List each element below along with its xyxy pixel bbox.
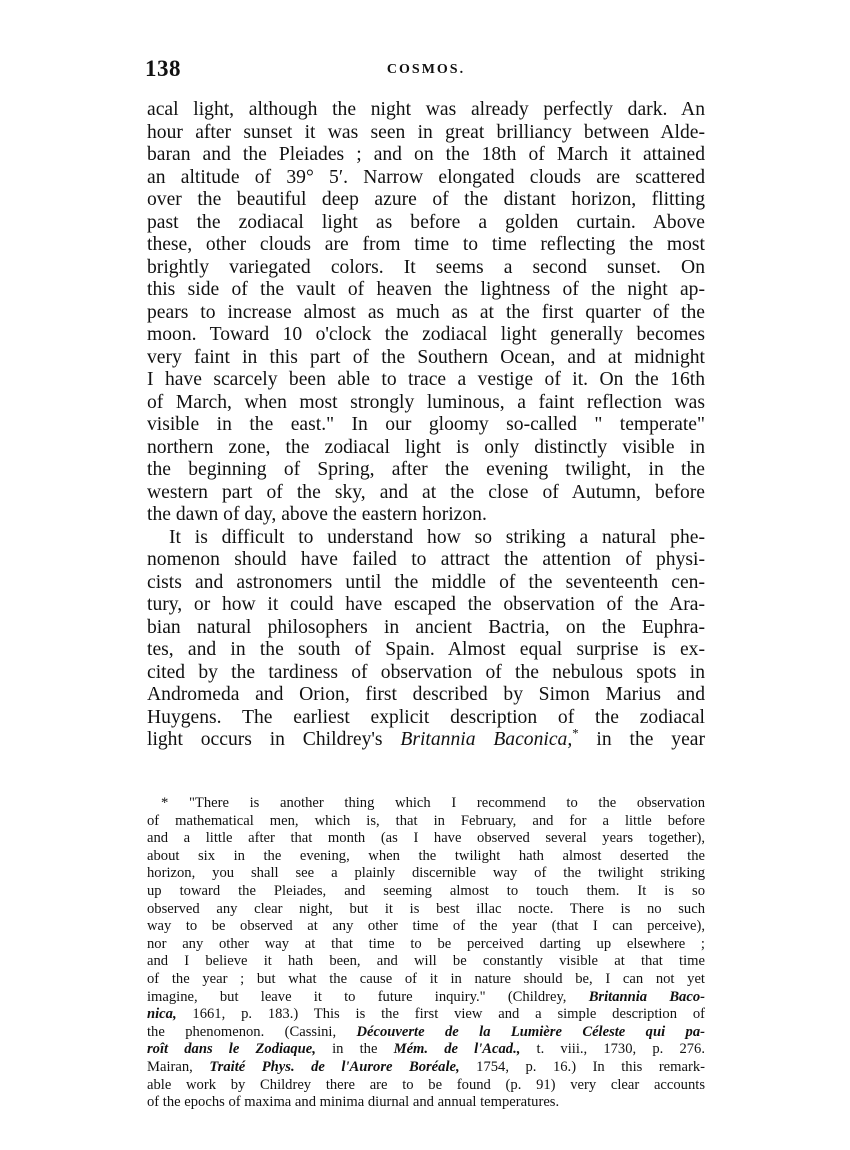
body-line: western part of the sky, and at the close of Autumn, before [147,481,705,503]
footnote-line: and a little after that month (as I have observed several years together), [147,830,705,847]
footnote-line: observed any clear night, but it is best illac nocte. There is no such [147,900,705,917]
citation-italic: Découverte de la Lumière Céleste qui pa- [356,1023,705,1040]
running-head: COSMOS. [386,62,466,77]
footnote-text-run: "There is another thing which I recommend to the observation [188,795,705,811]
body-line: nomenon should have failed to attract the attention of physi- [147,549,705,570]
body-line: acal light, although the night was already perfectly dark. An [147,99,705,120]
footnote-text-run: t. viii., 1730, p. 276. [520,1041,705,1058]
footnote-text-run: Mairan, [147,1058,193,1075]
body-line: moon. Toward 10 o'clock the zodiacal light generally becomes [147,324,705,345]
body-line: baran and the Pleiades ; and on the 18th of March it attained [147,144,705,165]
body-line: of March, when most strongly luminous, a faint reflection was [147,391,705,413]
body-line: brightly variegated colors. It seems a second sunset. On [147,256,705,278]
citation-italic: Traité Phys. de l'Aurore Boréale, [209,1058,460,1075]
footnote-text-run: 1661, p. 183.) This is the first view and a simple description of [176,1006,705,1023]
footnote-line [147,1041,705,1059]
footnote-line: able work by Childrey there are to be found (p. 91) very clear accounts [147,1076,705,1093]
body-line: tes, and in the south of Spain. Almost equal surprise is ex- [147,639,705,660]
page-header [145,56,707,86]
footnote-line [147,1006,705,1024]
body-line: visible in the east." In our gloomy so-called " temperate" [147,414,705,435]
citation-italic: roît dans le Zodiaque, [147,1041,316,1058]
page-number: 138 [145,56,181,81]
footnote-marker: * [572,726,579,741]
book-title-italic: Britannia Baconica, [400,729,573,750]
footnote-line [147,1024,705,1042]
body-text-run: light occurs in Childrey's [147,729,401,750]
footnote [147,795,705,1112]
footnote-text-run: 1754, p. 16.) In this remark- [459,1058,706,1075]
body-line: Huygens. The earliest explicit description of the zodiacal [147,706,705,728]
body-line: hour after sunset it was seen in great brilliancy between Alde- [147,121,705,143]
footnote-line: horizon, you shall see a plainly discernible way of the twilight striking [147,865,705,882]
citation-italic: Britannia Baco- [588,988,705,1005]
body-line: over the beautiful deep azure of the distant horizon, flitting [147,189,705,210]
citation-italic: Mém. de l'Acad., [393,1041,521,1058]
body-line: Andromeda and Orion, first described by Simon Marius and [147,684,705,705]
body-line: this side of the vault of heaven the lightness of the night ap- [147,279,705,300]
body-line: I have scarcely been able to trace a vestige of it. On the 16th [147,369,705,390]
body-line: past the zodiacal light as before a golden curtain. Above [147,211,705,233]
footnote-line: of mathematical men, which is, that in February, and for a little before [147,812,705,829]
footnote-line: way to be observed at any other time of the year (that I can perceive), [147,918,705,935]
body-line: cited by the tardiness of observation of the nebulous spots in [147,661,705,683]
body-line: these, other clouds are from time to time reflecting the most [147,234,705,255]
body-line: the dawn of day, above the eastern horizon. [147,504,487,525]
footnote-line [147,1059,705,1077]
body-line: very faint in this part of the Southern Ocean, and at midnight [147,346,705,368]
footnote-line: of the epochs of maxima and minima diurnal and annual temperatures. [147,1094,560,1111]
body-line: bian natural philosophers in ancient Bactria, on the Euphra- [147,616,705,638]
footnote-text-run: in the [315,1041,394,1058]
body-line-last [147,726,705,752]
footnote-line: about six in the evening, when the twilight hath almost deserted the [147,847,705,864]
footnote-text-run: the phenomenon. (Cassini, [147,1023,337,1040]
footnote-marker: * [161,795,169,811]
body-line: tury, or how it could have escaped the observation of the Ara- [147,594,705,615]
footnote-text-run: imagine, but leave it to future inquiry." (Childrey, [147,988,567,1005]
body-line: cists and astronomers until the middle of the seventeenth cen- [147,571,705,593]
body-line: northern zone, the zodiacal light is only distinctly visible in [147,436,705,458]
body-line: the beginning of Spring, after the evening twilight, in the [147,459,705,480]
footnote-line: and I believe it hath been, and will be constantly visible at that time [147,953,705,970]
body-line: pears to increase almost as much as at the first quarter of the [147,301,705,323]
footnote-line: nor any other way at that time to be perceived darting up elsewhere ; [147,935,705,952]
body-line: an altitude of 39° 5′. Narrow elongated clouds are scattered [147,166,705,188]
citation-italic: nica, [147,1006,177,1023]
body-line: It is difficult to understand how so striking a natural phe- [169,526,705,548]
footnote-line [147,795,705,813]
body-text-run: in the year [578,729,705,750]
footnote-line [147,989,705,1007]
footnote-line: up toward the Pleiades, and seeming almost to touch them. It is so [147,882,705,899]
footnote-line: of the year ; but what the cause of it in nature should be, I can not yet [147,970,705,987]
body-text [147,99,705,752]
